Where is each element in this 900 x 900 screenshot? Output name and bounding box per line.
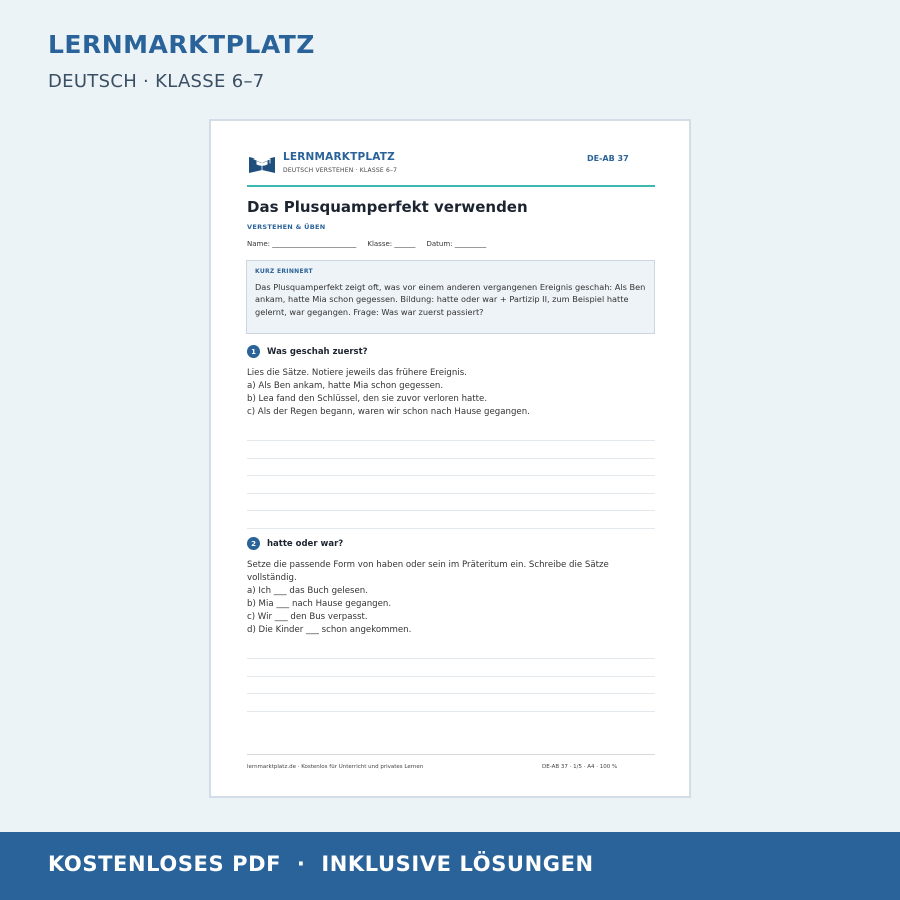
header-divider [247,185,655,187]
reminder-text: Das Plusquamperfekt zeigt oft, was vor einem anderen vergangenen Ereignis geschah: Als Ben ankam, hatte Mia schon gegessen. Bildung: hatte oder war + Partizip II, zum Beispiel hatte gelernt, war gegangen. Frage: Was war zuerst passiert? [255,282,646,317]
writing-line [247,493,655,494]
sheet-code: DE-AB 37 [587,154,629,163]
graduation-cap-book-icon [248,152,276,174]
reminder-box [246,260,655,334]
task-1-item: b) Lea fand den Schlüssel, den sie zuvor verloren hatte. [247,394,488,404]
promo-banner [0,832,900,900]
task-2-item: a) Ich ___ das Buch gelesen. [247,586,368,596]
task-2-item: c) Wir ___ den Bus verpasst. [247,612,368,622]
banner-text: KOSTENLOSES PDF · INKLUSIVE LÖSUNGEN [48,852,594,876]
name-class-date-line: Name: ________________________ Klasse: ______ Datum: _________ [247,240,487,248]
task-1-item: c) Als der Regen begann, waren wir schon nach Hause gegangen. [247,407,530,417]
task-2-heading [247,537,343,550]
sheet-course: DEUTSCH VERSTEHEN · KLASSE 6–7 [283,167,398,174]
reminder-heading: KURZ ERINNERT [255,268,313,275]
worksheet-preview [209,119,691,798]
writing-line [247,458,655,459]
task-1-intro: Lies die Sätze. Notiere jeweils das frühere Ereignis. [247,368,467,378]
task-1-heading [247,345,368,358]
writing-line [247,693,655,694]
sheet-footer-left: lernmarktplatz.de · Kostenlos für Unterricht und privates Lernen [247,764,424,770]
sheet-title: Das Plusquamperfekt verwenden [247,198,528,216]
task-number-badge: 2 [247,537,260,550]
sheet-tag: VERSTEHEN & ÜBEN [247,223,326,231]
task-2-title: hatte oder war? [267,538,344,549]
task-2-intro: Setze die passende Form von haben oder sein im Präteritum ein. Schreibe die Sätze [247,560,609,570]
writing-line [247,658,655,659]
writing-line [247,440,655,441]
task-1-item: a) Als Ben ankam, hatte Mia schon gegessen. [247,381,444,391]
sheet-brand: LERNMARKTPLATZ [283,151,395,163]
sheet-footer-right: DE-AB 37 · 1/5 · A4 · 100 % [542,764,618,770]
footer-divider [247,754,655,755]
task-number-badge: 1 [247,345,260,358]
writing-line [247,711,655,712]
task-1-title: Was geschah zuerst? [267,346,368,357]
task-2-item: b) Mia ___ nach Hause gegangen. [247,599,392,609]
brand-title: LERNMARKTPLATZ [48,30,315,59]
writing-line [247,475,655,476]
writing-line [247,510,655,511]
writing-line [247,528,655,529]
task-2-item: d) Die Kinder ___ schon angekommen. [247,625,412,635]
brand-subtitle: DEUTSCH · KLASSE 6–7 [48,71,265,92]
task-2-intro-cont: vollständig. [247,573,297,583]
writing-line [247,676,655,677]
